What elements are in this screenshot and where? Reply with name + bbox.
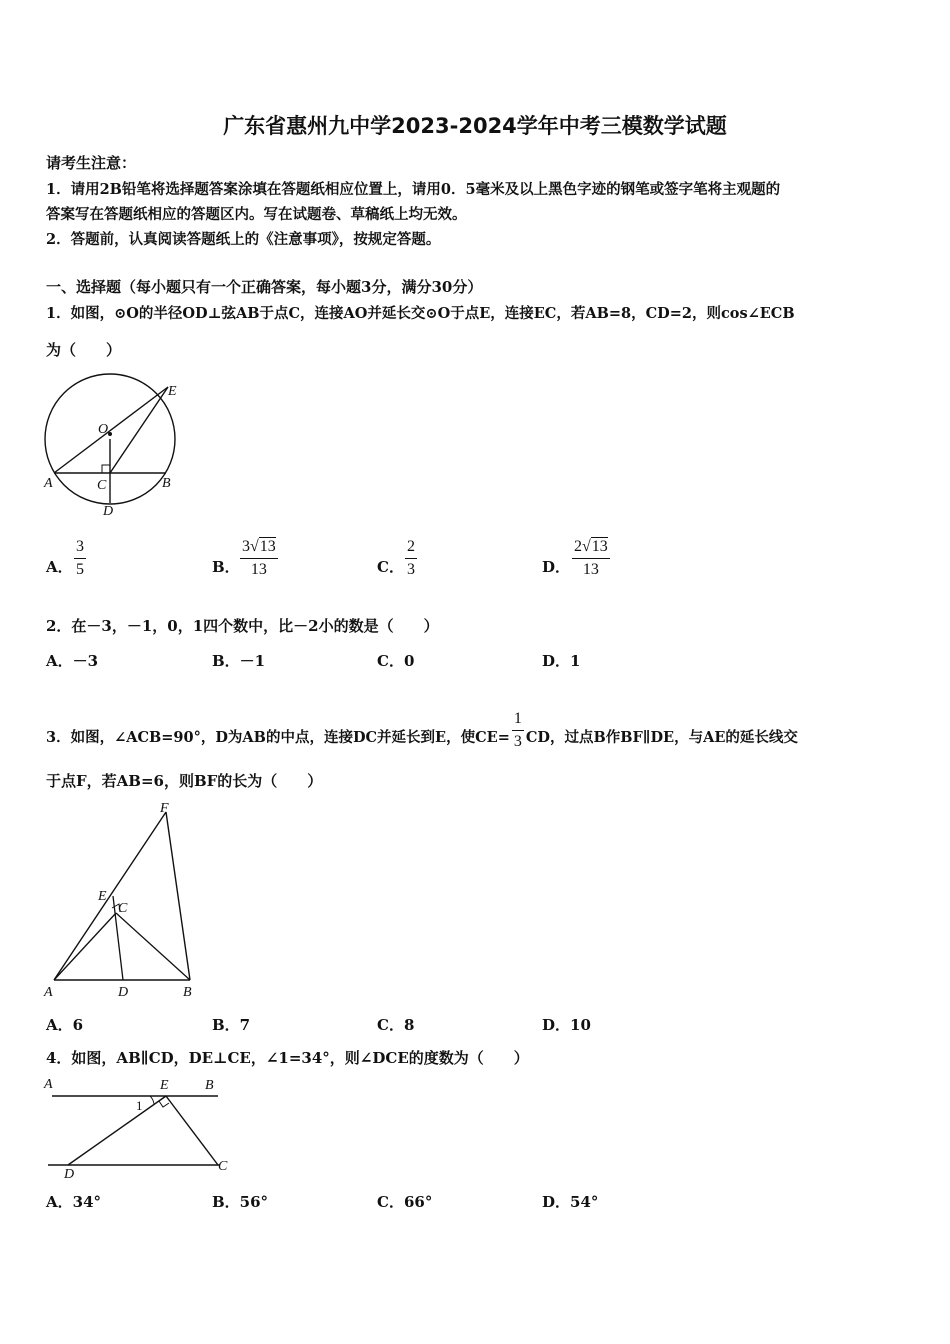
q3-label-F: F — [160, 801, 169, 816]
frac-num: 3 — [74, 536, 86, 559]
q4-label-D: D — [64, 1167, 75, 1180]
q3-option-c: C．8 — [377, 1016, 415, 1034]
q1-option-b-letter: B． — [212, 558, 240, 576]
q3-text-pre: 3．如图，∠ACB=90°，D为AB的中点，连接DC并延长到E，使CE= — [46, 729, 510, 746]
q1-option-c-frac — [405, 536, 417, 581]
q1-label-B: B — [162, 476, 171, 491]
coef: 2 — [574, 538, 582, 555]
frac-den: 3 — [513, 733, 522, 750]
q1-option-c-letter: C． — [377, 558, 404, 576]
q3-text — [46, 708, 798, 753]
frac-den: 13 — [250, 561, 267, 578]
q2-text: 2．在－3，－1，0，1四个数中，比－2小的数是（ ） — [46, 617, 439, 635]
q4-text: 4．如图，AB∥CD，DE⊥CE，∠1=34°，则∠DCE的度数为（ ） — [46, 1049, 529, 1067]
q1-label-A: A — [44, 476, 53, 491]
q1-option-a-letter: A． — [46, 558, 73, 576]
notice-line-2: 2．答题前，认真阅读答题纸上的《注意事项》，按规定答题。 — [46, 231, 441, 248]
coef: 3 — [242, 538, 250, 555]
q4-label-A: A — [44, 1077, 53, 1092]
q1-label-E: E — [168, 384, 177, 399]
q3-label-D: D — [118, 985, 129, 1000]
q4-label-C: C — [218, 1159, 228, 1174]
q2-option-c: C．0 — [377, 652, 415, 670]
q1-text: 1．如图，⊙O的半径OD⊥弦AB于点C，连接AO并延长交⊙O于点E，连接EC，若AB=8，CD=2，则cos∠ECB — [46, 305, 795, 322]
q3-option-b: B．7 — [212, 1016, 251, 1034]
q1-option-d-frac: $\frac{2√13}{13}$ — [572, 536, 610, 581]
q3-option-d: D．10 — [542, 1016, 591, 1034]
q1-label-O: O — [98, 422, 109, 437]
page-title: 广东省惠州九中学2023-2024学年中考三模数学试题 — [223, 114, 727, 138]
frac-num: 2 — [405, 536, 417, 559]
q4-option-a: A．34° — [46, 1193, 102, 1211]
notice-line-1a: 1．请用2B铅笔将选择题答案涂填在答题纸相应位置上，请用0．5毫米及以上黑色字迹的钢笔或签字笔将主观题的 — [46, 181, 781, 198]
q4-option-b: B．56° — [212, 1193, 269, 1211]
q4-label-B: B — [205, 1078, 214, 1093]
frac-num: 1 — [512, 708, 524, 731]
frac-den: 13 — [582, 561, 599, 578]
notice-heading: 请考生注意： — [46, 154, 137, 172]
q3-triangle-figure — [40, 800, 210, 1005]
q2-option-a: A．－3 — [46, 652, 99, 670]
q2-option-b: B．－1 — [212, 652, 266, 670]
q4-parallel-lines-figure — [40, 1072, 240, 1180]
q3-label-A: A — [44, 985, 53, 1000]
q1-text-b: 为（ ） — [46, 341, 122, 359]
q1-option-b-frac: $\frac{3√13}{13}$ — [240, 536, 278, 581]
q1-option-d-letter: D． — [542, 558, 571, 576]
q3-label-B: B — [183, 985, 192, 1000]
notice-line-1b: 答案写在答题纸相应的答题区内。写在试题卷、草稿纸上均无效。 — [46, 206, 467, 223]
radicand: 13 — [259, 538, 276, 555]
frac-den: 3 — [407, 561, 415, 578]
q2-option-d: D．1 — [542, 652, 581, 670]
q3-label-C: C — [118, 901, 128, 916]
q3-text-post: CD，过点B作BF∥DE，与AE的延长线交 — [525, 729, 798, 746]
q4-label-angle-1: 1 — [136, 1098, 143, 1113]
q3-text-b: 于点F，若AB=6，则BF的长为（ ） — [46, 772, 323, 790]
q1-circle-figure — [40, 365, 190, 520]
q4-option-d: D．54° — [542, 1193, 599, 1211]
section-heading: 一、选择题（每小题只有一个正确答案，每小题3分，满分30分） — [46, 278, 483, 296]
q1-label-C: C — [97, 478, 107, 493]
q3-option-a: A．6 — [46, 1016, 84, 1034]
frac-den: 5 — [76, 561, 84, 578]
radicand: 13 — [591, 538, 608, 555]
q1-label-D: D — [103, 504, 114, 519]
q1-option-a-frac — [74, 536, 86, 581]
q3-label-E: E — [98, 889, 107, 904]
q4-label-E: E — [160, 1078, 169, 1093]
q4-option-c: C．66° — [377, 1193, 433, 1211]
